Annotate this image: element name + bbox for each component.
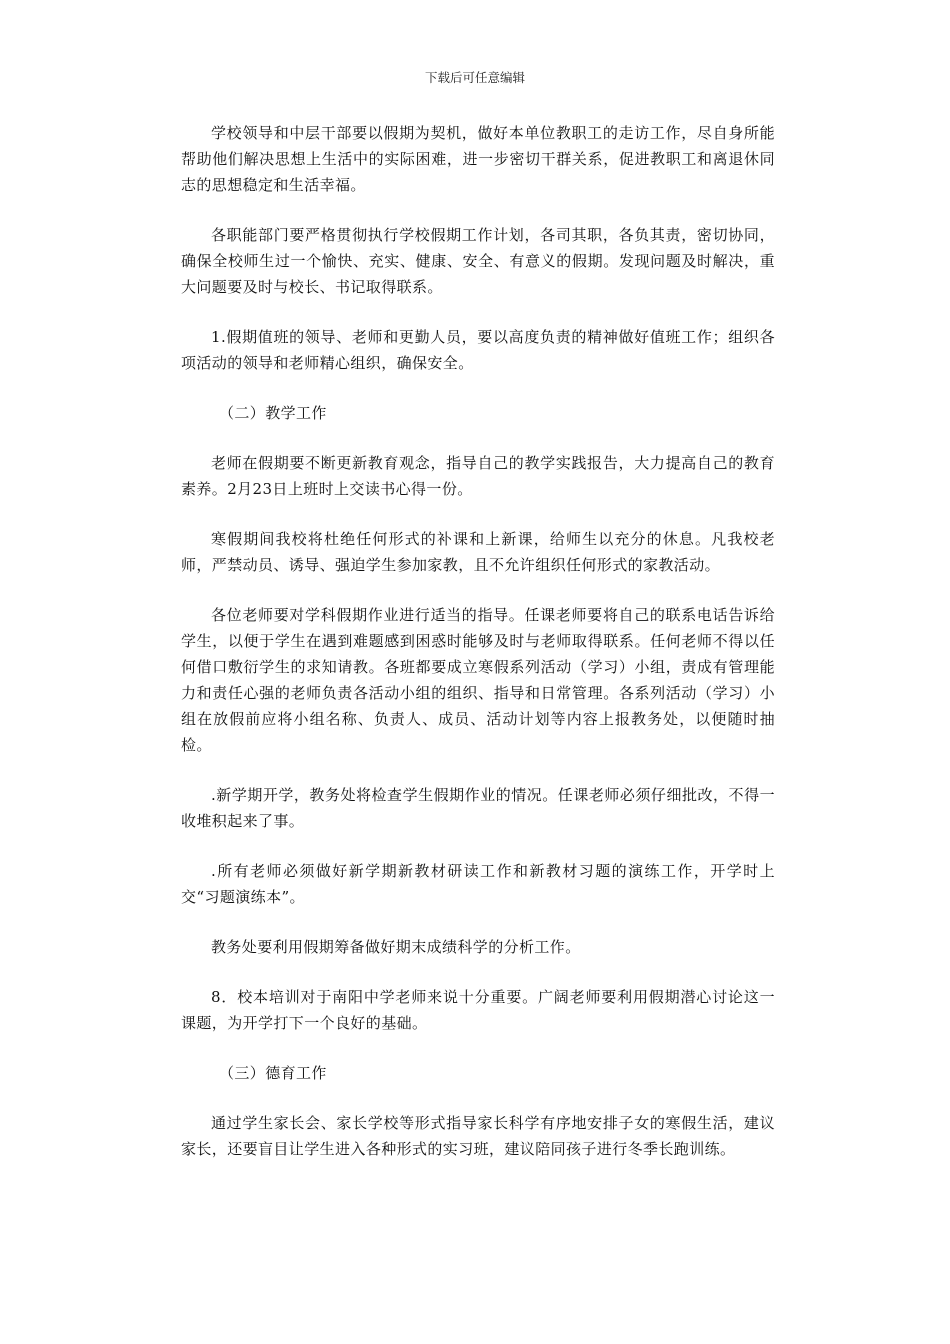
document-body	[181, 120, 775, 1186]
section-heading-teaching: （二）教学工作	[219, 404, 327, 422]
paragraph-visits: 学校领导和中层干部要以假期为契机，做好本单位教职工的走访工作，尽自身所能帮助他们解决思想上生活中的实际困难，进一步密切干群关系，促进教职工和离退休同志的思想稳定和生活幸福。	[181, 124, 775, 194]
paragraph-departments: 各职能部门要严格贯彻执行学校假期工作计划，各司其职，各负其责，密切协同，确保全校师生过一个愉快、充实、健康、安全、有意义的假期。发现问题及时解决，重大问题要及时与校长、书记取得联系。	[181, 226, 775, 296]
paragraph-homework-check: .新学期开学，教务处将检查学生假期作业的情况。任课老师必须仔细批改，不得一收堆积起来了事。	[181, 786, 775, 830]
paragraph-homework-guidance: 各位老师要对学科假期作业进行适当的指导。任课老师要将自己的联系电话告诉给学生，以便于学生在遇到难题感到困惑时能够及时与老师取得联系。任何老师不得以任何借口敷衍学生的求知请教。各班都要成立寒假系列活动（学习）小组，责成有管理能力和责任心强的老师负责各活动小组的组织、指导和日常管理。各系列活动（学习）小组在放假前应将小组名称、负责人、成员、活动计划等内容上报教务处，以便随时抽检。	[181, 606, 775, 754]
page-header: 下载后可任意编辑	[424, 70, 525, 85]
paragraph-grade-analysis: 教务处要利用假期筹备做好期末成绩科学的分析工作。	[211, 938, 581, 956]
paragraph-school-training: 8．校本培训对于南阳中学老师来说十分重要。广阔老师要利用假期潜心讨论这一课题，为开学打下一个良好的基础。	[181, 988, 775, 1032]
section-heading-moral: （三）德育工作	[219, 1064, 327, 1082]
paragraph-teacher-education: 老师在假期要不断更新教育观念，指导自己的教学实践报告，大力提高自己的教育素养。2月23日上班时上交读书心得一份。	[181, 454, 775, 498]
paragraph-parents: 通过学生家长会、家长学校等形式指导家长科学有序地安排子女的寒假生活，建议家长，还要盲目让学生进入各种形式的实习班，建议陪同孩子进行冬季长跑训练。	[181, 1114, 775, 1158]
paragraph-no-tutoring: 寒假期间我校将杜绝任何形式的补课和上新课，给师生以充分的休息。凡我校老师，严禁动员、诱导、强迫学生参加家教，且不允许组织任何形式的家教活动。	[181, 530, 775, 574]
paragraph-new-textbook: .所有老师必须做好新学期新教材研读工作和新教材习题的演练工作，开学时上交“习题演练本”。	[181, 862, 775, 906]
paragraph-duty: 1.假期值班的领导、老师和更勤人员，要以高度负责的精神做好值班工作；组织各项活动的领导和老师精心组织，确保安全。	[181, 328, 775, 372]
